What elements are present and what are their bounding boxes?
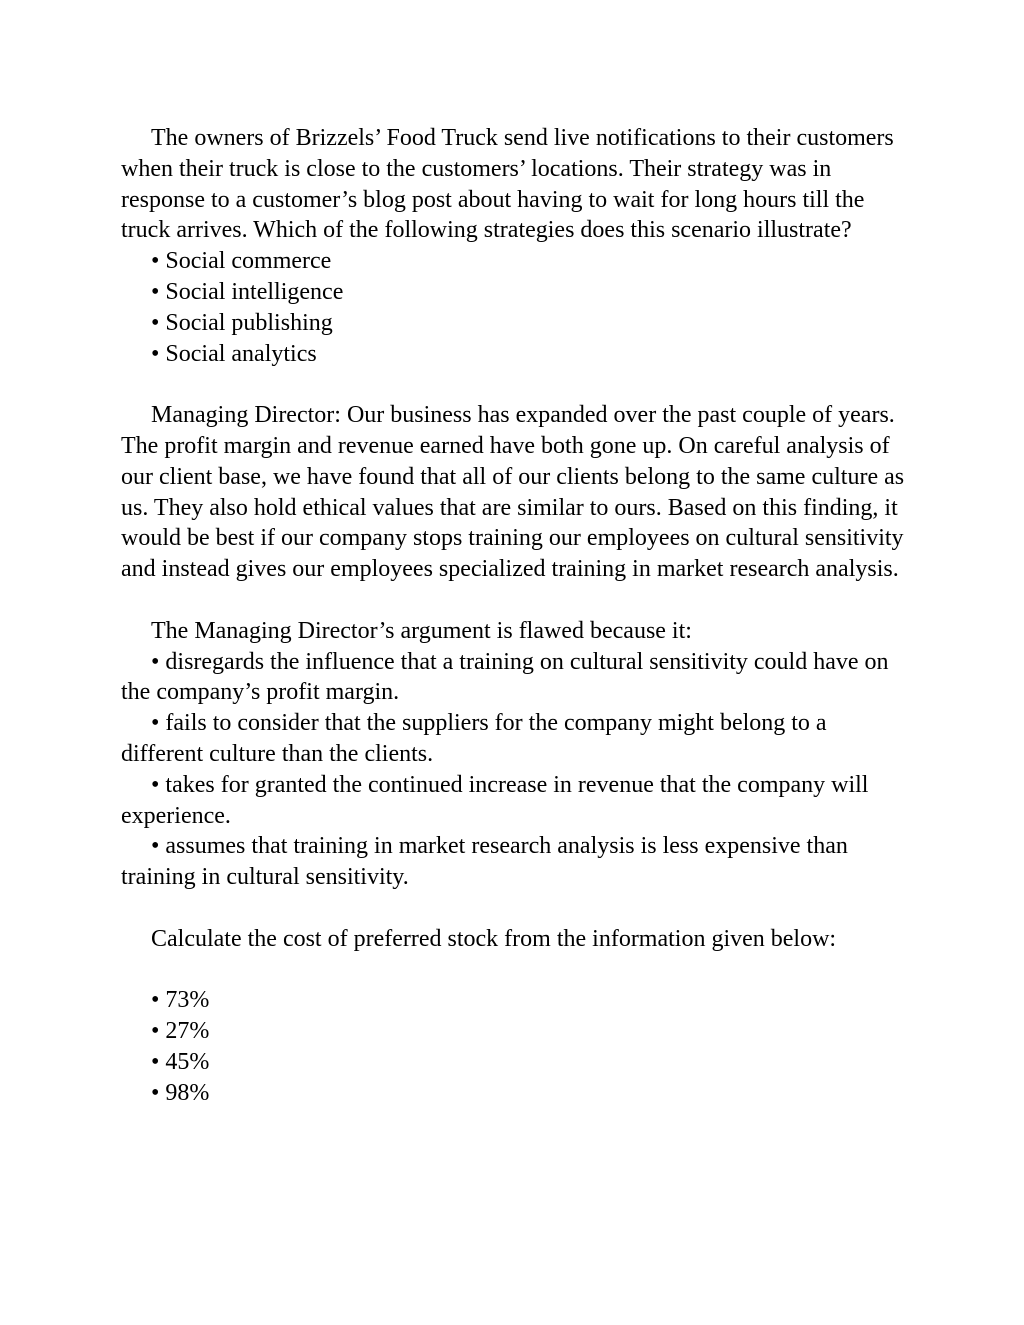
option-item: • 27% bbox=[151, 1018, 210, 1045]
option-item: • 73% bbox=[151, 987, 210, 1014]
option-item: • Social publishing bbox=[151, 309, 333, 336]
question-1-options bbox=[121, 246, 911, 369]
question-1-stem: The owners of Brizzels’ Food Truck send live notifications to their customers when their truck is close to the customers’ locations. Their strategy was in response to a customer’s blog post about having to wait for long hours till the truck arrives. Which of the following strategies does this scenario illustrate? bbox=[121, 125, 894, 244]
question-3-options bbox=[121, 985, 911, 1108]
option-item: • Social analytics bbox=[151, 340, 317, 367]
option-item: • Social intelligence bbox=[151, 278, 344, 305]
option-item: • 98% bbox=[151, 1079, 210, 1106]
question-2 bbox=[121, 400, 911, 893]
question-3-stem: Calculate the cost of preferred stock from the information given below: bbox=[151, 925, 837, 952]
paragraph-gap bbox=[121, 369, 911, 400]
question-3 bbox=[121, 924, 911, 1109]
question-1 bbox=[121, 123, 911, 369]
option-item: • fails to consider that the suppliers for the company might belong to a different culture than the clients. bbox=[121, 710, 827, 767]
option-item: • takes for granted the continued increase in revenue that the company will experience. bbox=[121, 771, 869, 829]
option-item: • 45% bbox=[151, 1048, 210, 1075]
option-item: • Social commerce bbox=[151, 248, 332, 275]
question-2-options bbox=[121, 647, 911, 893]
question-2-stem: The Managing Director’s argument is flawed because it: bbox=[151, 617, 692, 644]
paragraph-gap bbox=[121, 585, 911, 616]
option-item: • disregards the influence that a training on cultural sensitivity could have on the company’s profit margin. bbox=[121, 648, 889, 706]
paragraph-gap bbox=[121, 955, 911, 986]
paragraph-gap bbox=[121, 893, 911, 924]
question-2-passage: Managing Director: Our business has expanded over the past couple of years. The profit margin and revenue earned have both gone up. On careful analysis of our client base, we have found that all of our clients belong to the same culture as us. They also hold ethical values that are similar to ours. Based on this finding, it would be best if our company stops training our employees on cultural sensitivity and instead gives our employees specialized training in market research analysis. bbox=[121, 402, 905, 583]
option-item: • assumes that training in market research analysis is less expensive than training in cultural sensitivity. bbox=[121, 833, 848, 891]
document-page bbox=[121, 123, 911, 1109]
